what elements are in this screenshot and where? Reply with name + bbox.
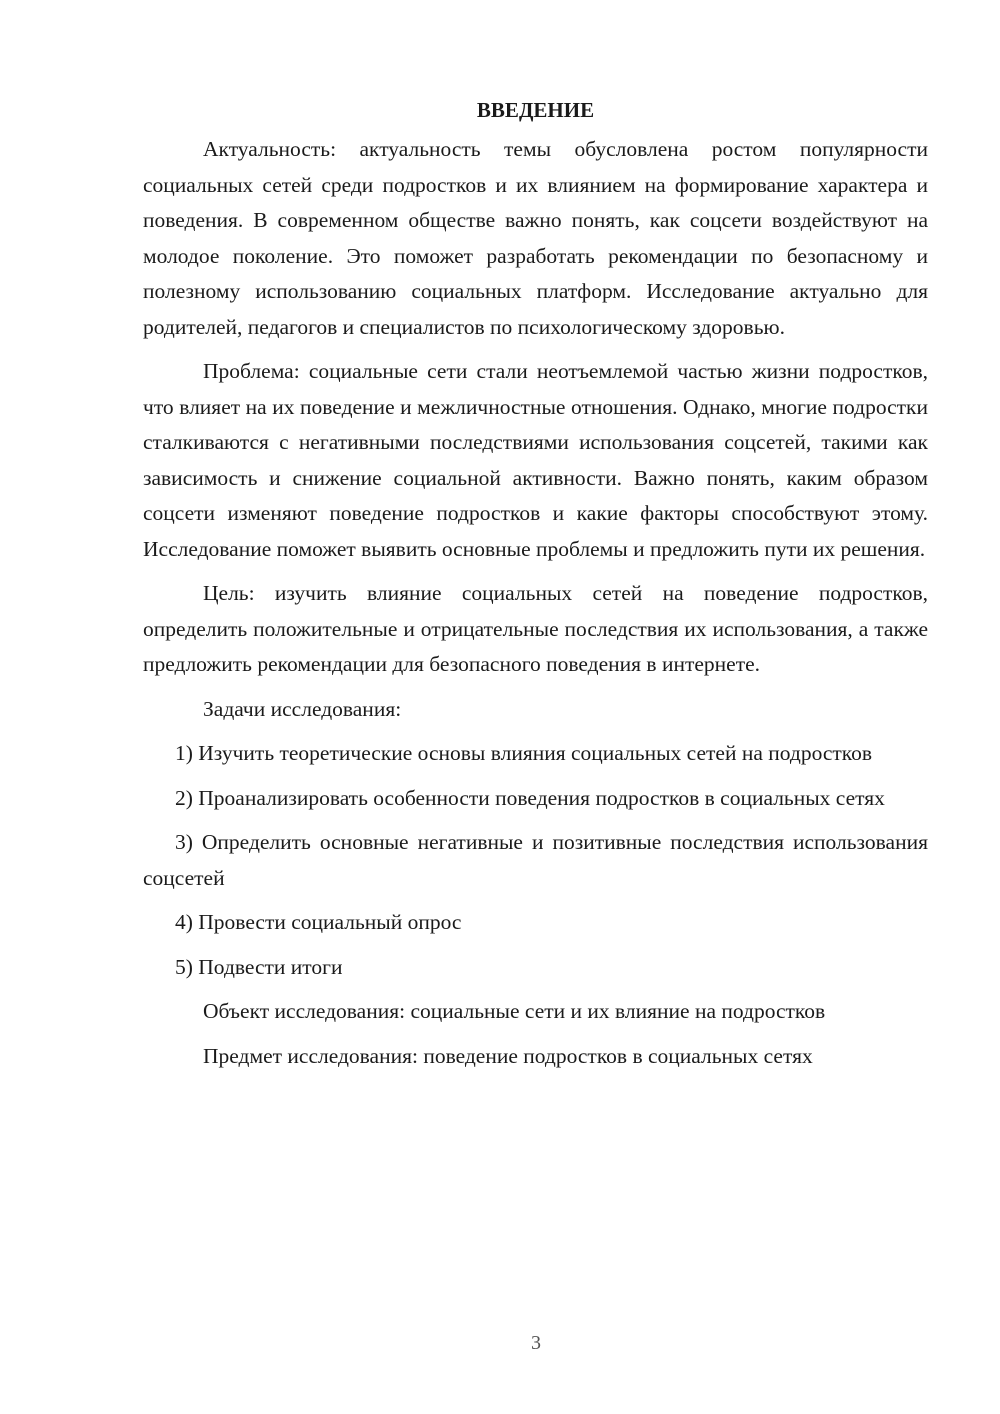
task-item: 4) Провести социальный опрос bbox=[175, 910, 462, 934]
task-item: 5) Подвести итоги bbox=[175, 954, 343, 979]
document-page bbox=[143, 92, 928, 1083]
section-title: ВВЕДЕНИЕ bbox=[476, 98, 595, 122]
research-subject: Предмет исследования: поведение подростков в социальных сетях bbox=[203, 1043, 813, 1068]
task-item: 2) Проанализировать особенности поведения подростков в социальных сетях bbox=[175, 785, 885, 810]
goal-paragraph: Цель: изучить влияние социальных сетей на поведение подростков, определить положительные и отрицательные последствия их использования, а также предложить рекомендации для безопасного поведения в интернете. bbox=[143, 581, 928, 676]
task-item: 3) Определить основные негативные и позитивные последствия использования соцсетей bbox=[143, 830, 928, 890]
task-item: 1) Изучить теоретические основы влияния социальных сетей на подростков bbox=[175, 741, 873, 765]
relevance-paragraph: Актуальность: актуальность темы обусловлена ростом популярности социальных сетей среди подростков и их влиянием на формирование характера и поведения. В современном обществе важно понять, как соцсети воздействуют на молодое поколение. Это поможет разработать рекомендации по безопасному и полезному использованию социальных платформ. Исследование актуально для родителей, педагогов и специалистов по психологическому здоровью. bbox=[143, 137, 928, 339]
problem-paragraph: Проблема: социальные сети стали неотъемлемой частью жизни подростков, что влияет на их поведение и межличностные отношения. Однако, многие подростки сталкиваются с негативными последствиями использования соцсетей, такими как зависимость и снижение социальной активности. Важно понять, каким образом соцсети изменяют поведение подростков и какие факторы способствуют этому. Исследование поможет выявить основные проблемы и предложить пути их решения. bbox=[143, 359, 928, 561]
research-object: Объект исследования: социальные сети и их влияние на подростков bbox=[203, 999, 826, 1023]
tasks-heading: Задачи исследования: bbox=[203, 696, 402, 721]
page-number: 3 bbox=[531, 1332, 541, 1354]
